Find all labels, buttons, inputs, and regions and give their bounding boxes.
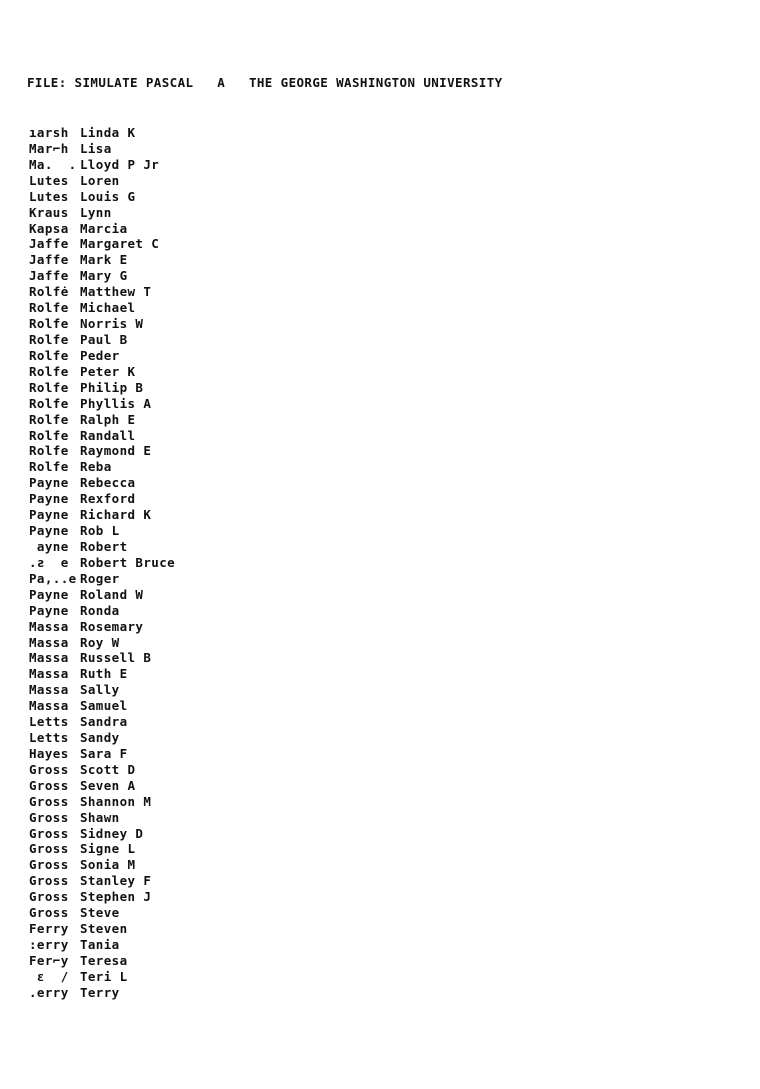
first-name: Lloyd P Jr — [79, 156, 160, 172]
list-item — [29, 125, 175, 141]
last-name: Lutes — [29, 172, 69, 188]
first-name: Stephen J — [79, 889, 152, 905]
last-name: Rolfe — [29, 411, 69, 427]
list-item — [29, 412, 175, 428]
file-mode: A — [217, 75, 226, 90]
first-name: Samuel — [79, 698, 128, 714]
first-name: Sara F — [79, 745, 128, 761]
list-item — [29, 539, 175, 555]
last-name: .ƨ e — [29, 554, 69, 570]
first-name: Roger — [79, 570, 120, 586]
last-name: Payne — [29, 475, 69, 491]
first-name: Michael — [79, 300, 136, 316]
last-name: Gross — [29, 761, 69, 777]
first-name: Matthew T — [79, 284, 152, 300]
first-name: Raymond E — [79, 443, 152, 459]
list-item — [29, 810, 175, 826]
list-item — [29, 380, 175, 396]
last-name: Rolfe — [29, 300, 69, 316]
last-name: Gross — [29, 777, 69, 793]
first-name: Shannon M — [79, 793, 152, 809]
list-item — [29, 762, 175, 778]
list-item — [29, 698, 175, 714]
last-name: Rolfe — [29, 443, 69, 459]
last-name: Massa — [29, 698, 69, 714]
first-name: Robert — [79, 538, 128, 554]
first-name: Stanley F — [79, 873, 152, 889]
first-name: Seven A — [79, 777, 136, 793]
last-name: Lutes — [29, 188, 69, 204]
list-item — [29, 650, 175, 666]
last-name: Ferry — [29, 921, 69, 937]
last-name: Rolfe — [29, 347, 69, 363]
list-item — [29, 937, 175, 953]
last-name: Hayes — [29, 745, 69, 761]
last-name: Gross — [29, 825, 69, 841]
last-name: Gross — [29, 873, 69, 889]
first-name: Sandy — [79, 730, 120, 746]
list-item — [29, 794, 175, 810]
file-label: FILE: SIMULATE PASCAL — [27, 75, 194, 90]
first-name: Ralph E — [79, 411, 136, 427]
last-name: Gross — [29, 889, 69, 905]
list-item — [29, 873, 175, 889]
first-name: Rosemary — [79, 618, 144, 634]
list-item — [29, 905, 175, 921]
last-name: Massa — [29, 682, 69, 698]
first-name: Mark E — [79, 252, 128, 268]
first-name: Reba — [79, 459, 112, 475]
file-header — [27, 75, 503, 91]
list-item — [29, 189, 175, 205]
first-name: Terry — [79, 984, 120, 1000]
last-name: Gross — [29, 857, 69, 873]
first-name: Linda K — [79, 125, 136, 140]
first-name: Peder — [79, 347, 120, 363]
list-item — [29, 635, 175, 651]
list-item — [29, 587, 175, 603]
name-listing — [29, 125, 175, 1001]
first-name: Lynn — [79, 204, 112, 220]
list-item — [29, 316, 175, 332]
list-item — [29, 746, 175, 762]
list-item — [29, 571, 175, 587]
list-item — [29, 730, 175, 746]
list-item — [29, 682, 175, 698]
list-item — [29, 332, 175, 348]
first-name: Peter K — [79, 363, 136, 379]
first-name: Tania — [79, 937, 120, 953]
list-item — [29, 857, 175, 873]
first-name: Signe L — [79, 841, 136, 857]
list-item — [29, 666, 175, 682]
list-item — [29, 252, 175, 268]
last-name: ε / — [29, 968, 69, 984]
last-name: Rolfe — [29, 331, 69, 347]
first-name: Louis G — [79, 188, 136, 204]
list-item — [29, 619, 175, 635]
last-name: Rolfe — [29, 363, 69, 379]
first-name: Ronda — [79, 602, 120, 618]
last-name: Massa — [29, 666, 69, 682]
last-name: ayne — [29, 538, 69, 554]
first-name: Roy W — [79, 634, 120, 650]
first-name: Sidney D — [79, 825, 144, 841]
first-name: Richard K — [79, 507, 152, 523]
list-item — [29, 921, 175, 937]
list-item — [29, 236, 175, 252]
first-name: Lisa — [79, 140, 112, 156]
first-name: Mary G — [79, 268, 128, 284]
last-name: Letts — [29, 730, 69, 746]
list-item — [29, 459, 175, 475]
list-item — [29, 778, 175, 794]
last-name: Massa — [29, 618, 69, 634]
list-item — [29, 443, 175, 459]
last-name: Massa — [29, 650, 69, 666]
list-item — [29, 284, 175, 300]
list-item — [29, 714, 175, 730]
first-name: Paul B — [79, 331, 128, 347]
first-name: Ruth E — [79, 666, 128, 682]
first-name: Margaret C — [79, 236, 160, 252]
last-name: Gross — [29, 793, 69, 809]
last-name: Rolfė — [29, 284, 69, 300]
last-name: .erry — [29, 984, 69, 1000]
first-name: Russell B — [79, 650, 152, 666]
list-item — [29, 889, 175, 905]
first-name: Marcia — [79, 220, 128, 236]
list-item — [29, 141, 175, 157]
first-name: Phyllis A — [79, 395, 152, 411]
first-name: Roland W — [79, 586, 144, 602]
list-item — [29, 555, 175, 571]
last-name: :erry — [29, 937, 69, 953]
list-item — [29, 953, 175, 969]
list-item — [29, 985, 175, 1001]
first-name: Steven — [79, 921, 128, 937]
first-name: Rexford — [79, 491, 136, 507]
list-item — [29, 364, 175, 380]
list-item — [29, 268, 175, 284]
last-name: Gross — [29, 841, 69, 857]
last-name: Rolfe — [29, 427, 69, 443]
first-name: Teresa — [79, 952, 128, 968]
last-name: Rolfe — [29, 379, 69, 395]
list-item — [29, 396, 175, 412]
last-name: Fer⌐y — [29, 952, 69, 968]
last-name: Rolfe — [29, 459, 69, 475]
list-item — [29, 157, 175, 173]
list-item — [29, 603, 175, 619]
list-item — [29, 173, 175, 189]
first-name: Loren — [79, 172, 120, 188]
list-item — [29, 348, 175, 364]
first-name: Norris W — [79, 316, 144, 332]
last-name: Payne — [29, 523, 69, 539]
last-name: ıarsh — [29, 125, 69, 140]
last-name: Mar⌐h — [29, 140, 69, 156]
last-name: Jaffe — [29, 268, 69, 284]
first-name: Scott D — [79, 761, 136, 777]
list-item — [29, 300, 175, 316]
list-item — [29, 969, 175, 985]
last-name: Rolfe — [29, 395, 69, 411]
last-name: Payne — [29, 602, 69, 618]
first-name: Randall — [79, 427, 136, 443]
first-name: Sandra — [79, 714, 128, 730]
list-item — [29, 507, 175, 523]
last-name: Massa — [29, 634, 69, 650]
list-item — [29, 205, 175, 221]
last-name: Rolfe — [29, 316, 69, 332]
last-name: Kraus — [29, 204, 69, 220]
first-name: Rob L — [79, 523, 120, 539]
last-name: Ma. . — [29, 156, 77, 172]
first-name: Steve — [79, 905, 120, 921]
list-item — [29, 841, 175, 857]
first-name: Robert Bruce — [79, 554, 176, 570]
list-item — [29, 491, 175, 507]
institution-name: THE GEORGE WASHINGTON UNIVERSITY — [248, 75, 503, 90]
last-name: Kapsa — [29, 220, 69, 236]
last-name: Jaffe — [29, 252, 69, 268]
first-name: Sonia M — [79, 857, 136, 873]
list-item — [29, 221, 175, 237]
list-item — [29, 428, 175, 444]
last-name: Gross — [29, 905, 69, 921]
first-name: Philip B — [79, 379, 144, 395]
last-name: Gross — [29, 809, 69, 825]
last-name: Letts — [29, 714, 69, 730]
last-name: Payne — [29, 586, 69, 602]
list-item — [29, 826, 175, 842]
last-name: Jaffe — [29, 236, 69, 252]
first-name: Rebecca — [79, 475, 136, 491]
last-name: Pa,..e — [29, 570, 77, 586]
list-item — [29, 475, 175, 491]
last-name: Payne — [29, 491, 69, 507]
last-name: Payne — [29, 507, 69, 523]
first-name: Shawn — [79, 809, 120, 825]
first-name: Sally — [79, 682, 120, 698]
list-item — [29, 523, 175, 539]
first-name: Teri L — [79, 968, 128, 984]
